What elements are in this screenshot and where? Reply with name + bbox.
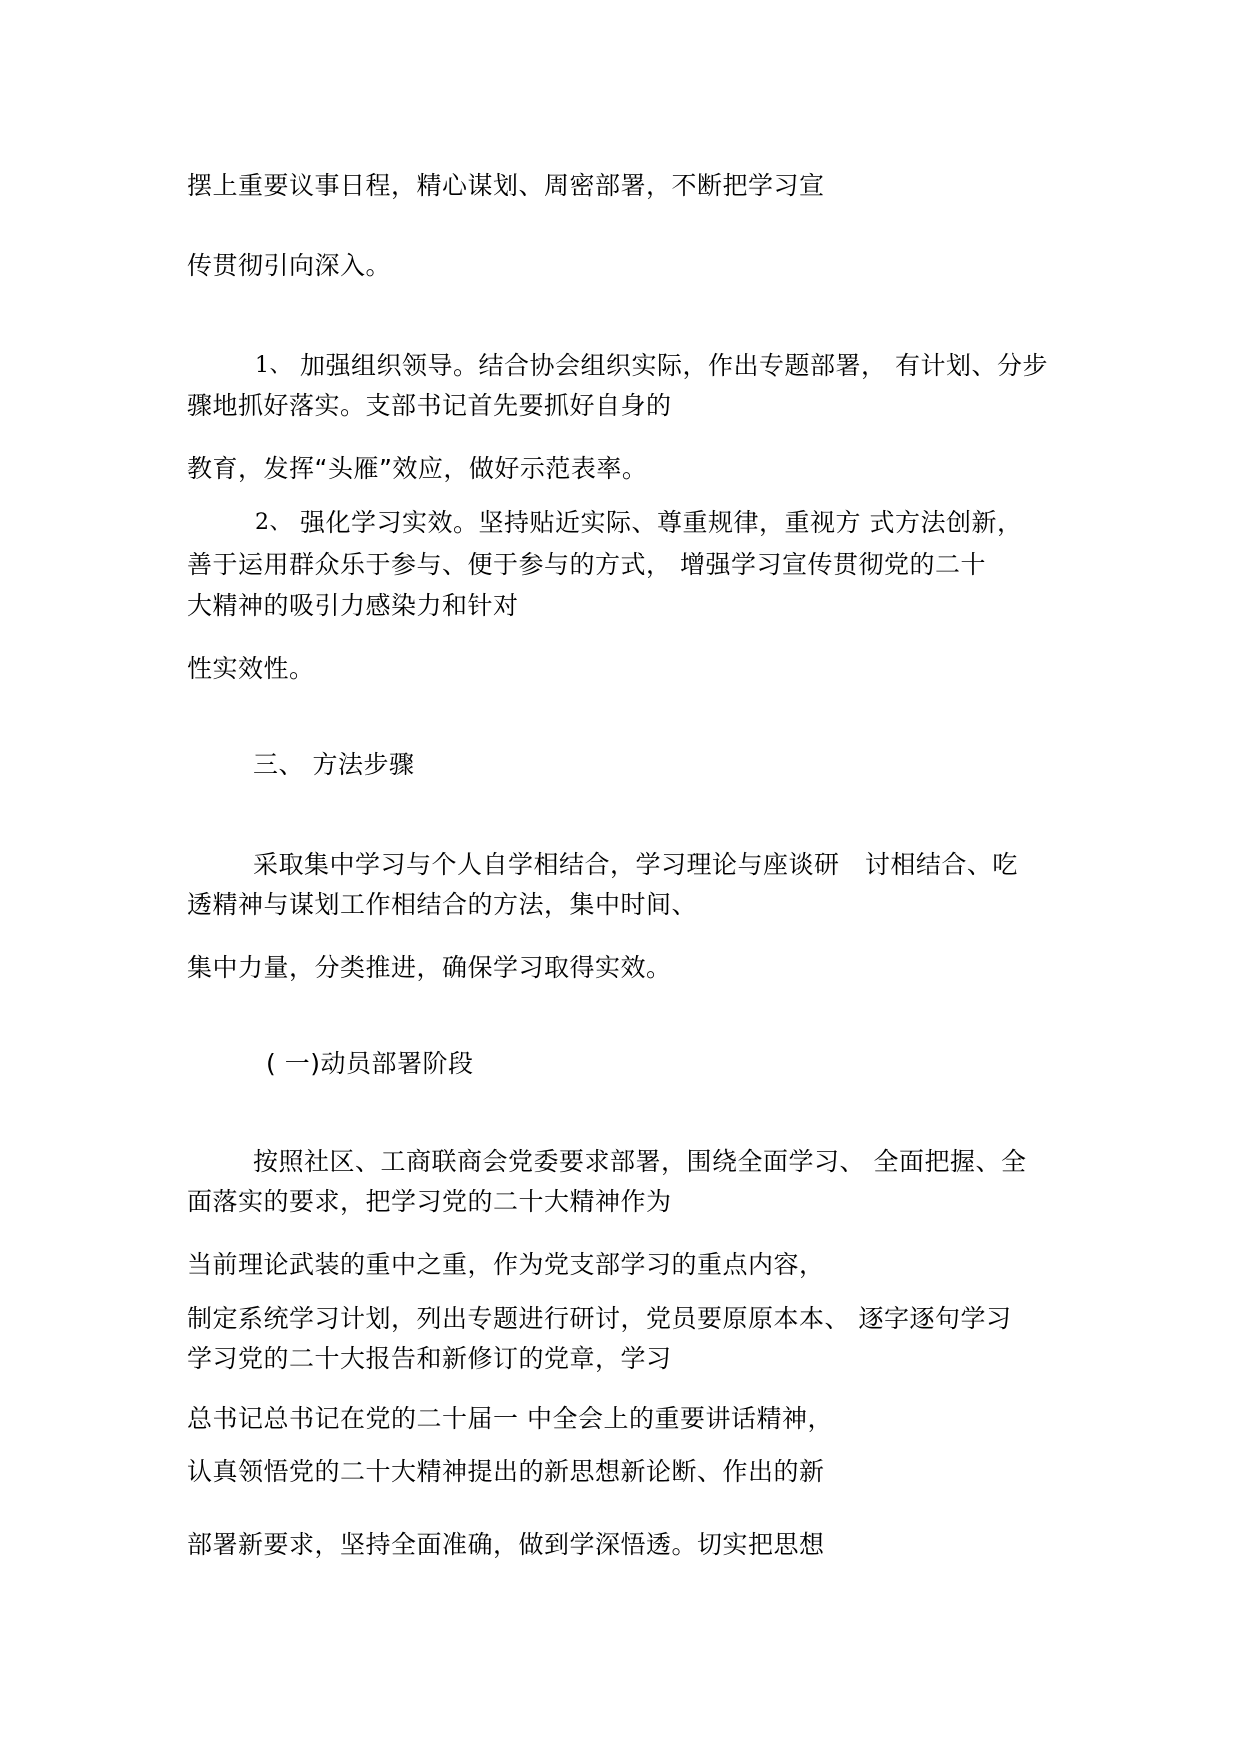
text-line: 总书记总书记在党的二十届一 中全会上的重要讲话精神，: [187, 1404, 833, 1433]
text-line: 性实效性。: [187, 654, 315, 683]
text-line: 集中力量，分类推进，确保学习取得实效。: [187, 953, 672, 982]
text-line: 部署新要求，坚持全面准确，做到学深悟透。切实把思想: [187, 1530, 825, 1559]
section-heading: 三、 方法步骤: [253, 750, 415, 779]
text-line: 强化学习实效。坚持贴近实际、尊重规律，重视方 式方法创新，: [300, 508, 1023, 537]
text-line: 制定系统学习计划，列出专题进行研讨，党员要原原本本、 逐字逐句学习: [187, 1304, 1012, 1333]
text-line: 大精神的吸引力感染力和针对: [187, 591, 519, 620]
text-line: 教育，发挥“头雁”效应，做好示范表率。: [187, 454, 648, 483]
text-line: 透精神与谋划工作相结合的方法，集中时间、: [187, 890, 698, 919]
text-line: 善于运用群众乐于参与、便于参与的方式， 增强学习宣传贯彻党的二十: [187, 550, 986, 579]
subsection-heading: ( 一)动员部署阶段: [266, 1049, 474, 1078]
text-line: 采取集中学习与个人自学相结合，学习理论与座谈研 讨相结合、吃: [253, 850, 1018, 879]
text-line: 当前理论武装的重中之重，作为党支部学习的重点内容，: [187, 1250, 825, 1279]
text-line: 学习党的二十大报告和新修订的党章，学习: [187, 1344, 672, 1373]
text-line: 按照社区、工商联商会党委要求部署，围绕全面学习、 全面把握、全: [253, 1147, 1027, 1176]
text-line: 加强组织领导。结合协会组织实际，作出专题部署， 有计划、分步: [300, 351, 1048, 380]
list-item-number: 1、: [255, 353, 292, 378]
text-line: 认真领悟党的二十大精神提出的新思想新论断、作出的新: [187, 1457, 825, 1486]
text-line: 面落实的要求，把学习党的二十大精神作为: [187, 1187, 672, 1216]
text-line: 摆上重要议事日程，精心谋划、周密部署，不断把学习宣: [187, 171, 825, 200]
list-item-number: 2、: [255, 510, 292, 535]
text-line: 骤地抓好落实。支部书记首先要抓好自身的: [187, 391, 672, 420]
text-line: 传贯彻引向深入。: [187, 251, 392, 280]
